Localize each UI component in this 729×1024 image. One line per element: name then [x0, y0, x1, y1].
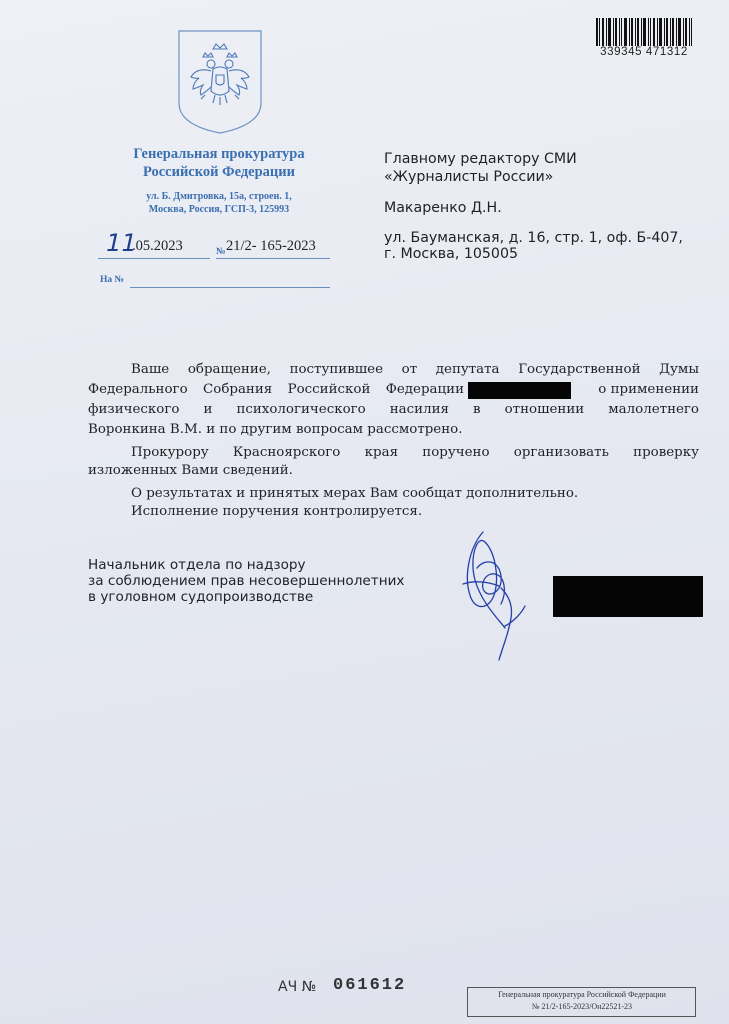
body-paragraph-4: Исполнение поручения контролируется. — [131, 504, 423, 519]
date-month-year: .05.2023 — [132, 238, 183, 254]
reference-number: 21/2- 165-2023 — [226, 238, 316, 254]
body-paragraph-1-line-2b: о применении — [598, 382, 699, 397]
in-reply-to-underline — [130, 287, 330, 288]
body-paragraph-1-line-1: Ваше обращение, поступившее от депутата Государственной Думы — [131, 362, 699, 377]
addressee-city: г. Москва, 105005 — [384, 246, 518, 262]
handwritten-signature — [455, 528, 535, 663]
body-paragraph-1-line-4: Воронкина В.М. и по другим вопросам рассмотрено. — [88, 422, 463, 437]
issuer-address-line-2: Москва, Россия, ГСП-3, 125993 — [148, 204, 290, 215]
issuer-org-name — [96, 145, 342, 181]
registration-stamp-org: Генеральная прокуратура Российской Федерации — [498, 990, 666, 999]
form-serial-label: АЧ № — [278, 979, 317, 995]
barcode — [594, 18, 694, 60]
number-underline — [216, 258, 330, 259]
addressee-street: ул. Бауманская, д. 16, стр. 1, оф. Б-407, — [384, 230, 683, 246]
body-paragraph-2-line-1: Прокурору Красноярского края поручено организовать проверку — [131, 445, 699, 460]
body-paragraph-2-line-2: изложенных Вами сведений. — [88, 463, 293, 478]
form-serial-number: 061612 — [333, 976, 407, 995]
issuer-address-line-1: ул. Б. Дмитровка, 15а, строен. 1, — [146, 191, 292, 202]
in-reply-to-label: На № — [100, 275, 125, 285]
issuer-address — [96, 190, 342, 216]
signatory-title-line-1: Начальник отдела по надзору — [88, 557, 306, 573]
registration-stamp-number: № 21/2-165-2023/Он22521-23 — [531, 1002, 633, 1011]
addressee-line-2: «Журналисты России» — [384, 169, 554, 185]
addressee-name: Макаренко Д.Н. — [384, 200, 502, 216]
barcode-bars — [596, 18, 692, 46]
body-paragraph-1-line-3: физического и психологического насилия в отношении малолетнего — [88, 402, 699, 417]
number-label: № — [216, 247, 226, 257]
coat-of-arms-emblem — [175, 29, 265, 135]
barcode-number: 339345 471312 — [600, 46, 688, 58]
issuer-org-line-1: Генеральная прокуратура — [133, 146, 305, 162]
date-underline — [98, 258, 210, 259]
signatory-title-line-2: за соблюдением прав несовершеннолетних — [88, 573, 405, 589]
addressee-line-1: Главному редактору СМИ — [384, 151, 577, 167]
signatory-title-line-3: в уголовном судопроизводстве — [88, 589, 314, 605]
issuer-org-line-2: Российской Федерации — [142, 164, 295, 180]
body-paragraph-1-line-2a: Федерального Собрания Российской Федерации — [88, 382, 464, 397]
handwritten-date-day: 11 — [103, 229, 140, 257]
body-paragraph-3: О результатах и принятых мерах Вам сообщат дополнительно. — [131, 486, 579, 501]
redaction-bar-signatory-name — [553, 576, 703, 617]
redaction-bar-deputy-name — [468, 382, 571, 399]
